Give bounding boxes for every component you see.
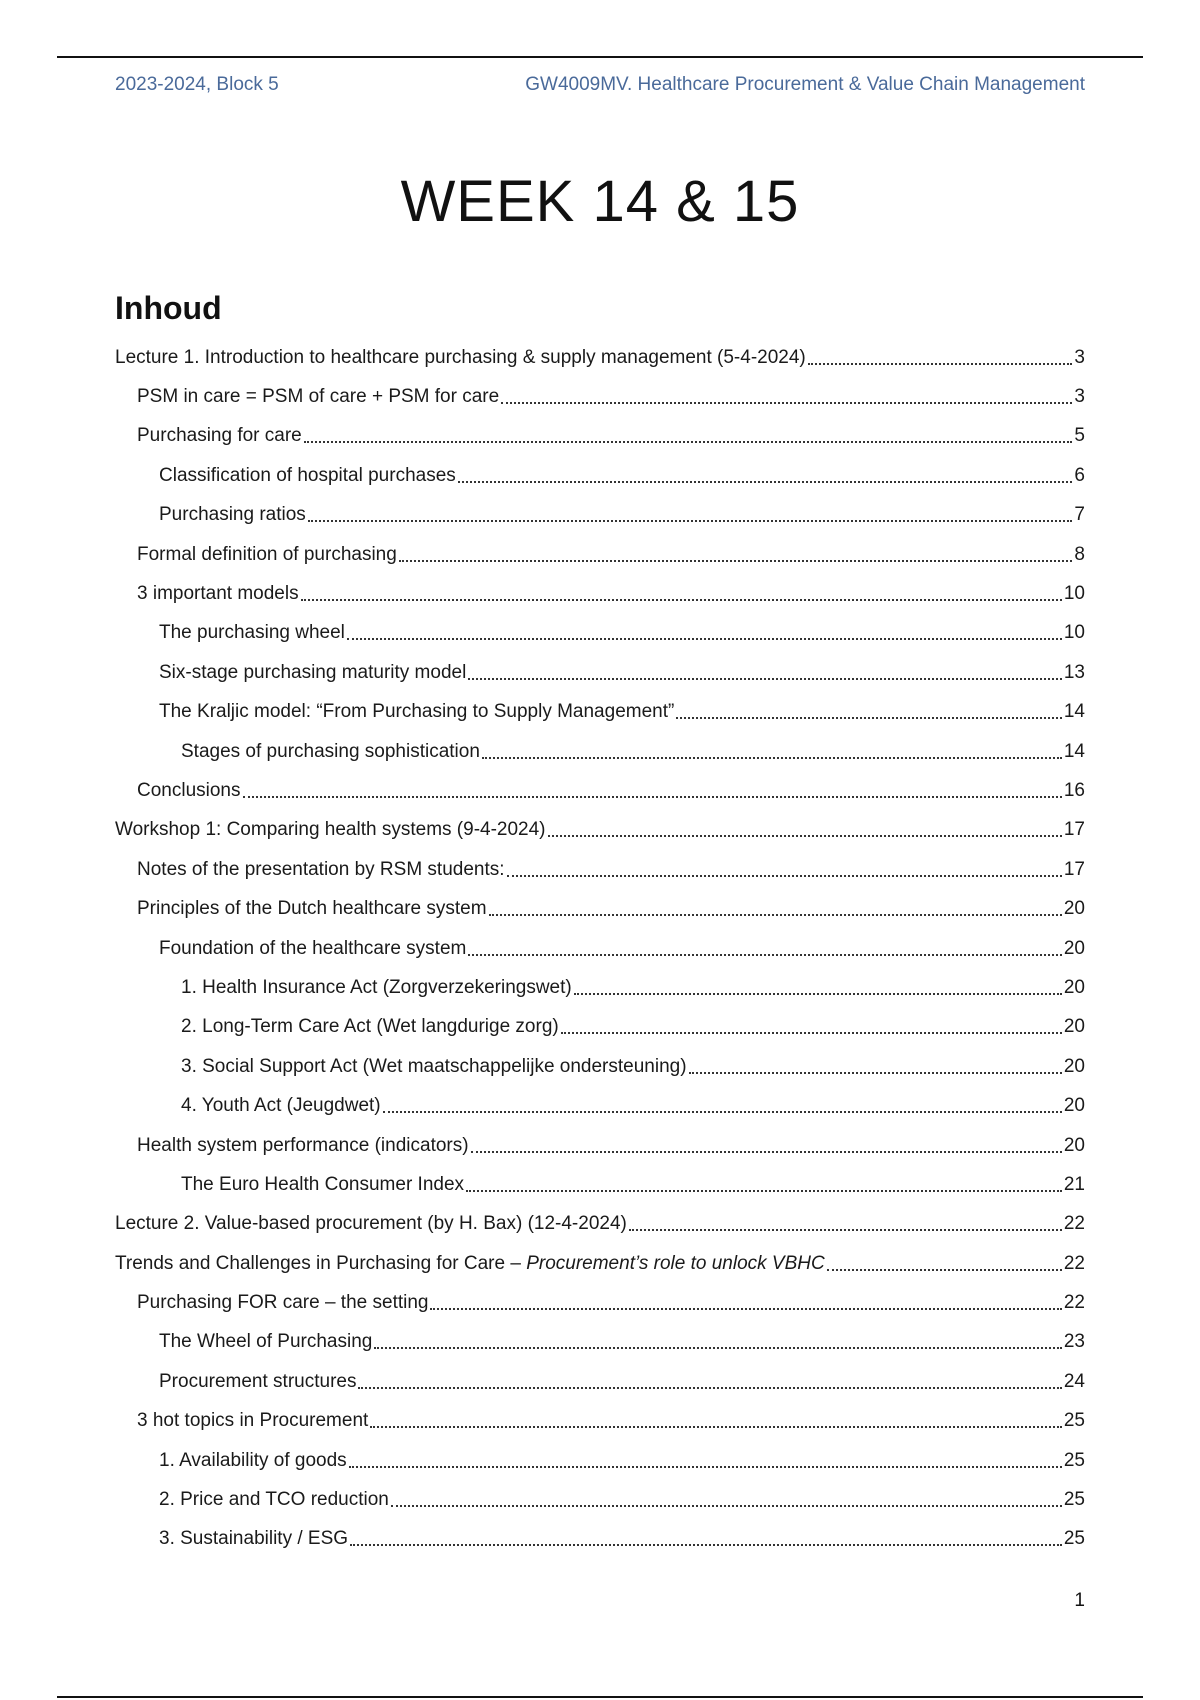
toc-dot-leader	[574, 969, 1062, 995]
toc-entry-page: 3	[1074, 346, 1085, 368]
toc-entry[interactable]	[115, 417, 1085, 456]
toc-entry-title: 3 important models	[137, 583, 299, 605]
toc-entry-page: 6	[1074, 464, 1085, 486]
toc-dot-leader	[466, 1166, 1062, 1192]
toc-entry-page: 23	[1063, 1331, 1085, 1353]
toc-entry[interactable]	[115, 771, 1085, 810]
toc-entry[interactable]	[115, 456, 1085, 495]
toc-entry-title: Lecture 1. Introduction to healthcare purchasing & supply management (5-4-2024)	[115, 346, 806, 368]
toc-entry[interactable]	[115, 732, 1085, 771]
toc-entry-title: Procurement structures	[159, 1370, 357, 1392]
toc-entry[interactable]	[115, 889, 1085, 928]
toc-dot-leader	[827, 1245, 1062, 1271]
toc-entry[interactable]	[115, 496, 1085, 535]
toc-entry-title: Stages of purchasing sophistication	[181, 740, 480, 762]
toc-dot-leader	[548, 811, 1062, 837]
toc-entry-page: 13	[1063, 661, 1085, 683]
toc-dot-leader	[243, 772, 1062, 798]
toc-entry[interactable]	[115, 377, 1085, 416]
toc-entry[interactable]	[115, 1520, 1085, 1559]
toc-entry-title: Lecture 2. Value-based procurement (by H. Bax) (12-4-2024)	[115, 1213, 627, 1235]
toc-entry-title: Formal definition of purchasing	[137, 543, 397, 565]
toc-entry[interactable]	[115, 1165, 1085, 1204]
toc-dot-leader	[507, 851, 1062, 877]
toc-entry-title: 2. Long-Term Care Act (Wet langdurige zorg)	[181, 1016, 559, 1038]
toc-entry[interactable]	[115, 811, 1085, 850]
toc-dot-leader	[304, 417, 1073, 443]
toc-entry-page: 24	[1063, 1370, 1085, 1392]
top-rule	[57, 56, 1143, 58]
toc-dot-leader	[358, 1363, 1061, 1389]
toc-entry-page: 8	[1074, 543, 1085, 565]
toc-entry-title: 3. Sustainability / ESG	[159, 1528, 349, 1550]
toc-dot-leader	[629, 1205, 1062, 1231]
header-term: 2023-2024, Block 5	[115, 74, 279, 95]
toc-entry-title: Foundation of the healthcare system	[159, 937, 467, 959]
toc-entry-page: 17	[1063, 858, 1085, 880]
table-of-contents	[115, 338, 1085, 1559]
toc-entry[interactable]	[115, 850, 1085, 889]
toc-dot-leader	[383, 1087, 1062, 1113]
toc-entry-title: Purchasing for care	[137, 425, 302, 447]
toc-entry-title: The Wheel of Purchasing	[159, 1331, 373, 1353]
toc-entry-page: 20	[1063, 898, 1085, 920]
toc-entry-title: Notes of the presentation by RSM students:	[137, 858, 505, 880]
toc-dot-leader	[689, 1048, 1062, 1074]
toc-dot-leader	[468, 930, 1062, 956]
toc-heading: Inhoud	[115, 290, 222, 326]
toc-entry-page: 20	[1063, 1095, 1085, 1117]
toc-dot-leader	[808, 339, 1073, 365]
toc-entry-page: 5	[1074, 425, 1085, 447]
toc-entry[interactable]	[115, 614, 1085, 653]
toc-entry-page: 25	[1063, 1410, 1085, 1432]
toc-entry-page: 25	[1063, 1489, 1085, 1511]
toc-entry-title: 2. Price and TCO reduction	[159, 1489, 389, 1511]
toc-entry-title: The Kraljic model: “From Purchasing to Supply Management”	[159, 701, 675, 723]
toc-entry-page: 10	[1063, 583, 1085, 605]
toc-entry-title: Conclusions	[137, 779, 241, 801]
toc-entry[interactable]	[115, 574, 1085, 613]
toc-dot-leader	[489, 890, 1062, 916]
toc-entry-page: 10	[1063, 622, 1085, 644]
toc-entry[interactable]	[115, 693, 1085, 732]
toc-entry[interactable]	[115, 1008, 1085, 1047]
toc-entry[interactable]	[115, 1047, 1085, 1086]
toc-entry-title: Principles of the Dutch healthcare system	[137, 898, 487, 920]
toc-entry[interactable]	[115, 1480, 1085, 1519]
toc-entry-page: 20	[1063, 1016, 1085, 1038]
toc-entry-title: Purchasing ratios	[159, 504, 306, 526]
toc-entry[interactable]	[115, 1402, 1085, 1441]
toc-entry-page: 14	[1063, 701, 1085, 723]
toc-entry-title: The purchasing wheel	[159, 622, 345, 644]
toc-entry[interactable]	[115, 929, 1085, 968]
toc-entry-title: 3 hot topics in Procurement	[137, 1410, 369, 1432]
page-title: WEEK 14 & 15	[400, 169, 800, 234]
toc-entry-page: 7	[1074, 504, 1085, 526]
toc-entry-page: 20	[1063, 1055, 1085, 1077]
toc-entry[interactable]	[115, 1244, 1085, 1283]
page-header	[115, 74, 1085, 100]
toc-entry-subtitle: Procurement’s role to unlock VBHC	[526, 1252, 825, 1274]
header-course: GW4009MV. Healthcare Procurement & Value Chain Management	[525, 74, 1085, 95]
toc-entry[interactable]	[115, 1086, 1085, 1125]
toc-entry-title: 1. Availability of goods	[159, 1449, 347, 1471]
toc-dot-leader	[468, 654, 1062, 680]
toc-dot-leader	[308, 496, 1073, 522]
toc-dot-leader	[482, 733, 1062, 759]
toc-entry[interactable]	[115, 1323, 1085, 1362]
toc-dot-leader	[430, 1284, 1061, 1310]
toc-dot-leader	[458, 457, 1073, 483]
toc-dot-leader	[350, 1520, 1062, 1546]
toc-entry-page: 14	[1063, 740, 1085, 762]
toc-dot-leader	[471, 1127, 1062, 1153]
toc-entry[interactable]	[115, 338, 1085, 377]
bottom-rule	[57, 1696, 1143, 1698]
toc-entry[interactable]	[115, 535, 1085, 574]
toc-entry-page: 20	[1063, 976, 1085, 998]
toc-entry[interactable]	[115, 1126, 1085, 1165]
toc-entry-page: 17	[1063, 819, 1085, 841]
toc-entry-page: 21	[1063, 1173, 1085, 1195]
toc-entry-page: 3	[1074, 386, 1085, 408]
toc-entry-page: 20	[1063, 1134, 1085, 1156]
toc-entry-title: Classification of hospital purchases	[159, 464, 456, 486]
toc-entry-title: Purchasing FOR care – the setting	[137, 1292, 429, 1314]
toc-dot-leader	[561, 1008, 1062, 1034]
toc-entry-title: PSM in care = PSM of care + PSM for care	[137, 386, 500, 408]
toc-entry[interactable]	[115, 653, 1085, 692]
toc-entry-title: 4. Youth Act (Jeugdwet)	[181, 1095, 381, 1117]
toc-entry-title: Health system performance (indicators)	[137, 1134, 469, 1156]
toc-entry-page: 22	[1063, 1292, 1085, 1314]
toc-dot-leader	[301, 575, 1062, 601]
toc-entry[interactable]	[115, 1441, 1085, 1480]
toc-dot-leader	[676, 693, 1062, 719]
toc-entry-title: Workshop 1: Comparing health systems (9-4-2024)	[115, 819, 546, 841]
toc-entry-page: 16	[1063, 779, 1085, 801]
toc-entry-page: 22	[1063, 1213, 1085, 1235]
toc-dot-leader	[399, 536, 1073, 562]
page-number: 1	[1074, 1590, 1085, 1611]
toc-entry-title: 3. Social Support Act (Wet maatschappelijke ondersteuning)	[181, 1055, 687, 1077]
toc-dot-leader	[391, 1481, 1062, 1507]
toc-dot-leader	[370, 1402, 1062, 1428]
toc-dot-leader	[374, 1323, 1062, 1349]
toc-dot-leader	[501, 378, 1072, 404]
toc-entry-title: The Euro Health Consumer Index	[181, 1173, 465, 1195]
toc-entry-page: 20	[1063, 937, 1085, 959]
toc-dot-leader	[347, 614, 1062, 640]
toc-entry-page: 25	[1063, 1449, 1085, 1471]
toc-entry-page: 25	[1063, 1528, 1085, 1550]
toc-entry-title: 1. Health Insurance Act (Zorgverzekeringswet)	[181, 976, 572, 998]
toc-entry-title: Six-stage purchasing maturity model	[159, 661, 467, 683]
toc-dot-leader	[349, 1442, 1062, 1468]
toc-entry[interactable]	[115, 1205, 1085, 1244]
toc-entry-title: Trends and Challenges in Purchasing for Care – Procurement’s role to unlock VBHC	[115, 1252, 825, 1274]
toc-entry[interactable]	[115, 968, 1085, 1007]
toc-entry[interactable]	[115, 1362, 1085, 1401]
toc-entry-page: 22	[1063, 1252, 1085, 1274]
toc-entry[interactable]	[115, 1283, 1085, 1322]
